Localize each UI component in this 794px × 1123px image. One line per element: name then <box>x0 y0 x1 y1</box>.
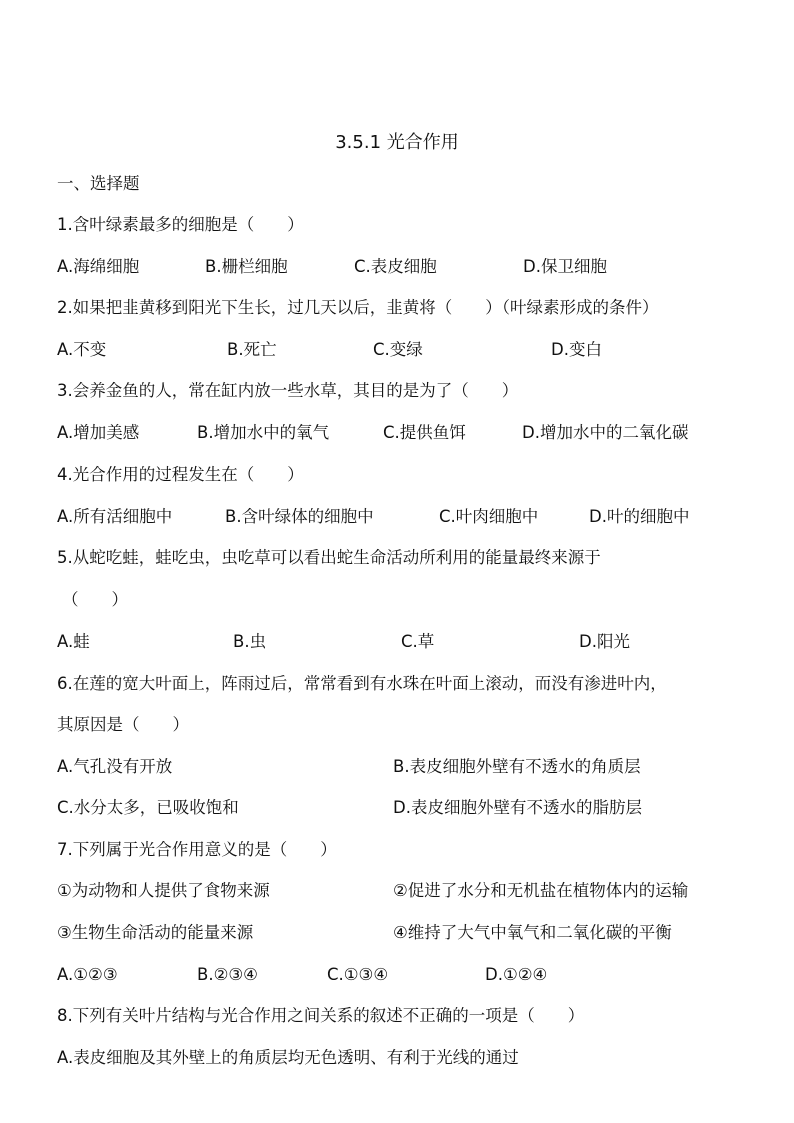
question-2-option-c: C.变绿 <box>373 340 423 359</box>
question-5-stem-line-1: 5.从蛇吃蛙，蛙吃虫，虫吃草可以看出蛇生命活动所利用的能量最终来源于 <box>57 548 601 567</box>
question-2-stem: 2.如果把韭黄移到阳光下生长，过几天以后，韭黄将（ ）（叶绿素形成的条件） <box>57 298 659 317</box>
question-3-option-b: B.增加水中的氧气 <box>197 423 330 442</box>
question-1-option-a: A.海绵细胞 <box>57 257 140 276</box>
question-4-option-b: B.含叶绿体的细胞中 <box>225 507 374 526</box>
question-5-option-d: D.阳光 <box>579 632 630 651</box>
question-6-option-c: C.水分太多，已吸收饱和 <box>57 798 239 817</box>
question-7-statement-4: ④维持了大气中氧气和二氧化碳的平衡 <box>393 923 672 942</box>
question-7-statement-2: ②促进了水分和无机盐在植物体内的运输 <box>393 881 689 900</box>
question-1-option-b: B.栅栏细胞 <box>205 257 288 276</box>
question-8-stem: 8.下列有关叶片结构与光合作用之间关系的叙述不正确的一项是（ ） <box>57 1006 585 1025</box>
question-4-option-a: A.所有活细胞中 <box>57 507 173 526</box>
question-5-option-c: C.草 <box>401 632 435 651</box>
question-3-option-d: D.增加水中的二氧化碳 <box>522 423 689 442</box>
question-6-option-a: A.气孔没有开放 <box>57 757 173 776</box>
question-7-statement-3: ③生物生命活动的能量来源 <box>57 923 254 942</box>
question-3-option-c: C.提供鱼饵 <box>383 423 466 442</box>
section-heading: 一、选择题 <box>57 174 140 193</box>
question-1-option-c: C.表皮细胞 <box>354 257 437 276</box>
question-5-option-a: A.蛙 <box>57 632 90 651</box>
question-2-option-d: D.变白 <box>551 340 602 359</box>
question-7-option-b: B.②③④ <box>197 965 258 984</box>
question-1-option-d: D.保卫细胞 <box>523 257 607 276</box>
question-4-stem: 4.光合作用的过程发生在（ ） <box>57 465 304 484</box>
question-1-stem: 1.含叶绿素最多的细胞是（ ） <box>57 215 304 234</box>
question-7-stem: 7.下列属于光合作用意义的是（ ） <box>57 840 337 859</box>
question-7-statement-1: ①为动物和人提供了食物来源 <box>57 881 270 900</box>
page-title: 3.5.1 光合作用 <box>335 132 459 153</box>
question-4-option-d: D.叶的细胞中 <box>589 507 690 526</box>
question-7-option-c: C.①③④ <box>327 965 389 984</box>
question-6-option-d: D.表皮细胞外壁有不透水的脂肪层 <box>393 798 642 817</box>
question-3-stem: 3.会养金鱼的人，常在缸内放一些水草，其目的是为了（ ） <box>57 381 519 400</box>
question-3-option-a: A.增加美感 <box>57 423 140 442</box>
question-7-option-a: A.①②③ <box>57 965 118 984</box>
question-5-stem-line-2: （ ） <box>62 590 128 609</box>
question-2-option-b: B.死亡 <box>227 340 277 359</box>
question-2-option-a: A.不变 <box>57 340 107 359</box>
question-8-option-a: A.表皮细胞及其外壁上的角质层均无色透明、有利于光线的通过 <box>57 1048 519 1067</box>
question-4-option-c: C.叶肉细胞中 <box>439 507 539 526</box>
question-6-stem-line-2: 其原因是（ ） <box>57 715 189 734</box>
question-6-option-b: B.表皮细胞外壁有不透水的角质层 <box>393 757 641 776</box>
question-6-stem-line-1: 6.在莲的宽大叶面上，阵雨过后，常常看到有水珠在叶面上滚动，而没有渗进叶内， <box>57 674 667 693</box>
question-5-option-b: B.虫 <box>233 632 267 651</box>
question-7-option-d: D.①②④ <box>485 965 548 984</box>
